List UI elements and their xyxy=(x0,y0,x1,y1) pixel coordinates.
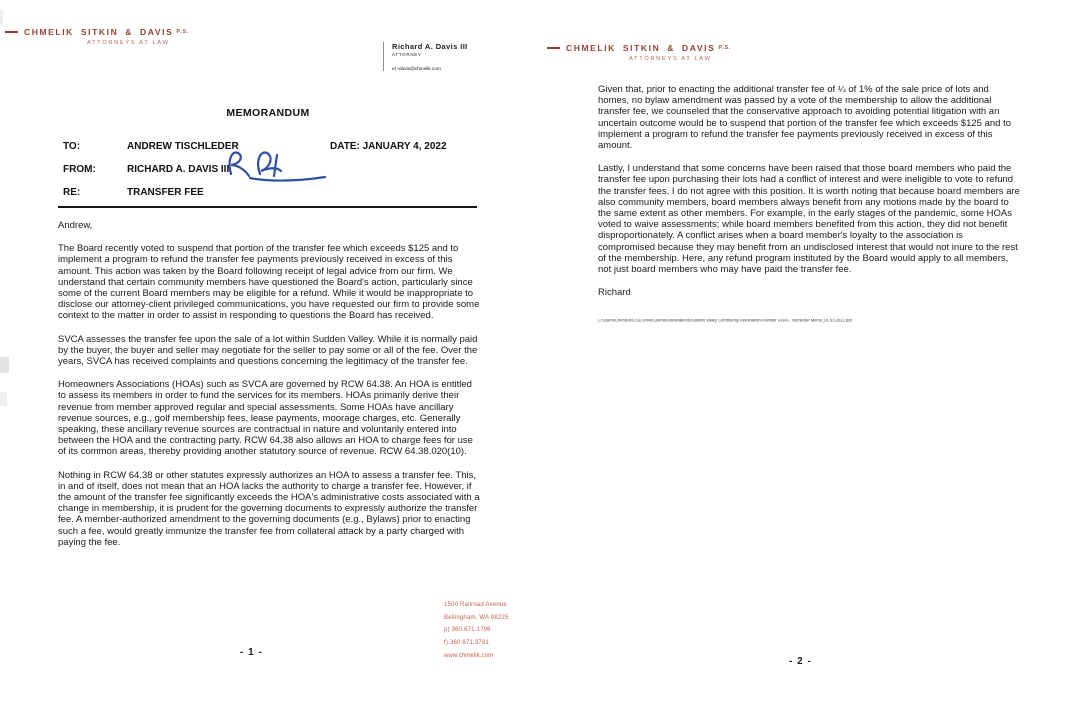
memo-paragraph: Homeowners Associations (HOAs) such as SVCA are governed by RCW 64.38. An HOA is entitled to assess its members in order to fund the services for its members. HOAs primarily derive their revenue from member approved regular and special assessments. Some HOAs have ancillary revenue sources, e.g., golf membership fees, lease payments, moorage charges, etc. Generally speaking, these ancillary revenue sources are contractual in nature and voluntarily entered into between the HOA and the contracting party. RCW 64.38 also allows an HOA to charge fees for use of its common areas, thereby providing another statutory source of revenue. RCW 64.38.020(10). xyxy=(58,379,473,458)
footer-address-block xyxy=(444,599,508,663)
re-value: TRANSFER FEE xyxy=(127,187,204,198)
field-row-to xyxy=(63,141,447,164)
memo-title: MEMORANDUM xyxy=(226,107,310,119)
page-2 xyxy=(539,0,1078,702)
memo-paragraph: The Board recently voted to suspend that portion of the transfer fee which exceeds $125 and to implement a program to refund the transfer fee payments previously received in excess of this amount. This action was taken by the Board following receipt of legal advice from our firm. We understand that certain community members have questioned the Board's action, particularly since some of the current Board members may be eligible for a refund. While it would be inappropriate to disclose our attorney-client privileged communications, you have requested our firm to provide some context to the matter in order to assist in responding to questions the Board has received. xyxy=(58,243,480,322)
attorney-email: e) rdavis@chmelik.com xyxy=(392,66,441,71)
footer-fax: f) 360.671.3781 xyxy=(444,640,490,647)
attorney-card xyxy=(383,42,468,71)
firm-suffix: P.S. xyxy=(718,45,732,51)
memo-paragraph: Given that, prior to enacting the additional transfer fee of ¼ of 1% of the sale price of lots and homes, no bylaw amendment was passed by a vote of the membership to allow the additional transfer fee, we counseled that the conservative approach to avoiding potential litigation with an uncertain outcome would be to suspend that portion of the transfer fee which exceeds $125 and to implement a program to refund the transfer fee payments previously received in excess of this amount. xyxy=(598,84,1011,152)
memo-body-page1 xyxy=(58,220,482,560)
page-number-2: - 2 - xyxy=(789,656,812,667)
memo-paragraph: SVCA assesses the transfer fee upon the sale of a lot within Sudden Valley. While it is normally paid by the buyer, the buyer and seller may negotiate for the seller to pay some or all of the fee. Over the years, SVCA has received complaints and questions concerning the legitimacy of the transfer fee. xyxy=(58,333,478,368)
firm-suffix: P.S. xyxy=(176,29,190,35)
footer-website: www.chmelik.com xyxy=(444,652,494,659)
signature-icon xyxy=(224,146,334,186)
attorney-title: ATTORNEY xyxy=(392,52,422,57)
page-number-1: - 1 - xyxy=(240,647,263,658)
firm-tagline: ATTORNEYS AT LAW xyxy=(629,56,712,62)
scan-artifact xyxy=(0,10,3,24)
signoff: Richard xyxy=(598,287,631,299)
logo-dash-icon xyxy=(5,31,18,33)
logo-dash-icon xyxy=(547,47,560,49)
firm-logo xyxy=(547,43,731,62)
footer-address-line1: 1500 Railroad Avenue xyxy=(444,602,507,608)
re-label: RE: xyxy=(63,187,81,198)
field-row-from xyxy=(63,164,239,187)
memo-paragraph: Nothing in RCW 64.38 or other statutes expressly authorizes an HOA to assess a transfer fee. This, in and of itself, does not mean that an HOA lacks the authority to charge a transfer fee. However, if the amount of the transfer fee significantly exceeds the HOA's administrative costs associated with a change in membership, it is prudent for the governing documents to expressly authorize the transfer fee. A member-authorized amendment to the governing documents (e.g., Bylaws) prior to enacting such a fee, would greatly immunize the transfer fee from collateral attack by a party charged with paying the fee. xyxy=(58,469,480,548)
from-label: FROM: xyxy=(63,164,96,175)
to-value: ANDREW TISCHLEDER xyxy=(127,141,239,152)
to-label: TO: xyxy=(63,141,81,152)
date-value: DATE: JANUARY 4, 2022 xyxy=(330,141,447,152)
memo-paragraph: Lastly, I understand that some concerns have been raised that those board members who paid the transfer fee upon purchasing their lots had a conflict of interest and were ineligible to vote to refund the transfer fees. I do not agree with this position. It is worth noting that because board members are also community members, board members always benefit from any motions made by the board to the same extent as other members. For example, in the early stages of the pandemic, some HOAs voted to waive assessments; while board members benefited from this action, they did not benefit disproportionately. A conflict arises when a board member's loyalty to the association is compromised because they may benefit from an undisclosed interest that would not inure to the rest of the membership. Here, any refund program instituted by the Board would apply to all members, not just board members who may have paid the transfer fee. xyxy=(598,163,1020,276)
footer-address-line2: Bellingham, WA 98225 xyxy=(444,614,509,621)
scan-artifact xyxy=(0,392,7,406)
attorney-name: Richard A. Davis III xyxy=(392,42,468,51)
divider-rule xyxy=(58,206,477,208)
firm-name: CHMELIK SITKIN & DAVIS xyxy=(24,27,174,37)
file-path-line: C:\Users\Chef\Box\CSD Drive\Clients\Associations\Sudden Valley Community Association\Transfer Fee\A. Tischleder Memo_01.03.2022.doc xyxy=(598,319,853,324)
scan-artifact xyxy=(0,357,9,373)
footer-phone: p) 360.671.1796 xyxy=(444,627,491,634)
from-value: RICHARD A. DAVIS III xyxy=(127,164,230,175)
salutation: Andrew, xyxy=(58,220,93,231)
memo-body-page2 xyxy=(598,84,1022,310)
firm-name: CHMELIK SITKIN & DAVIS xyxy=(566,43,716,53)
firm-tagline: ATTORNEYS AT LAW xyxy=(87,40,170,46)
firm-logo xyxy=(5,27,189,46)
memo-fields xyxy=(63,141,447,210)
